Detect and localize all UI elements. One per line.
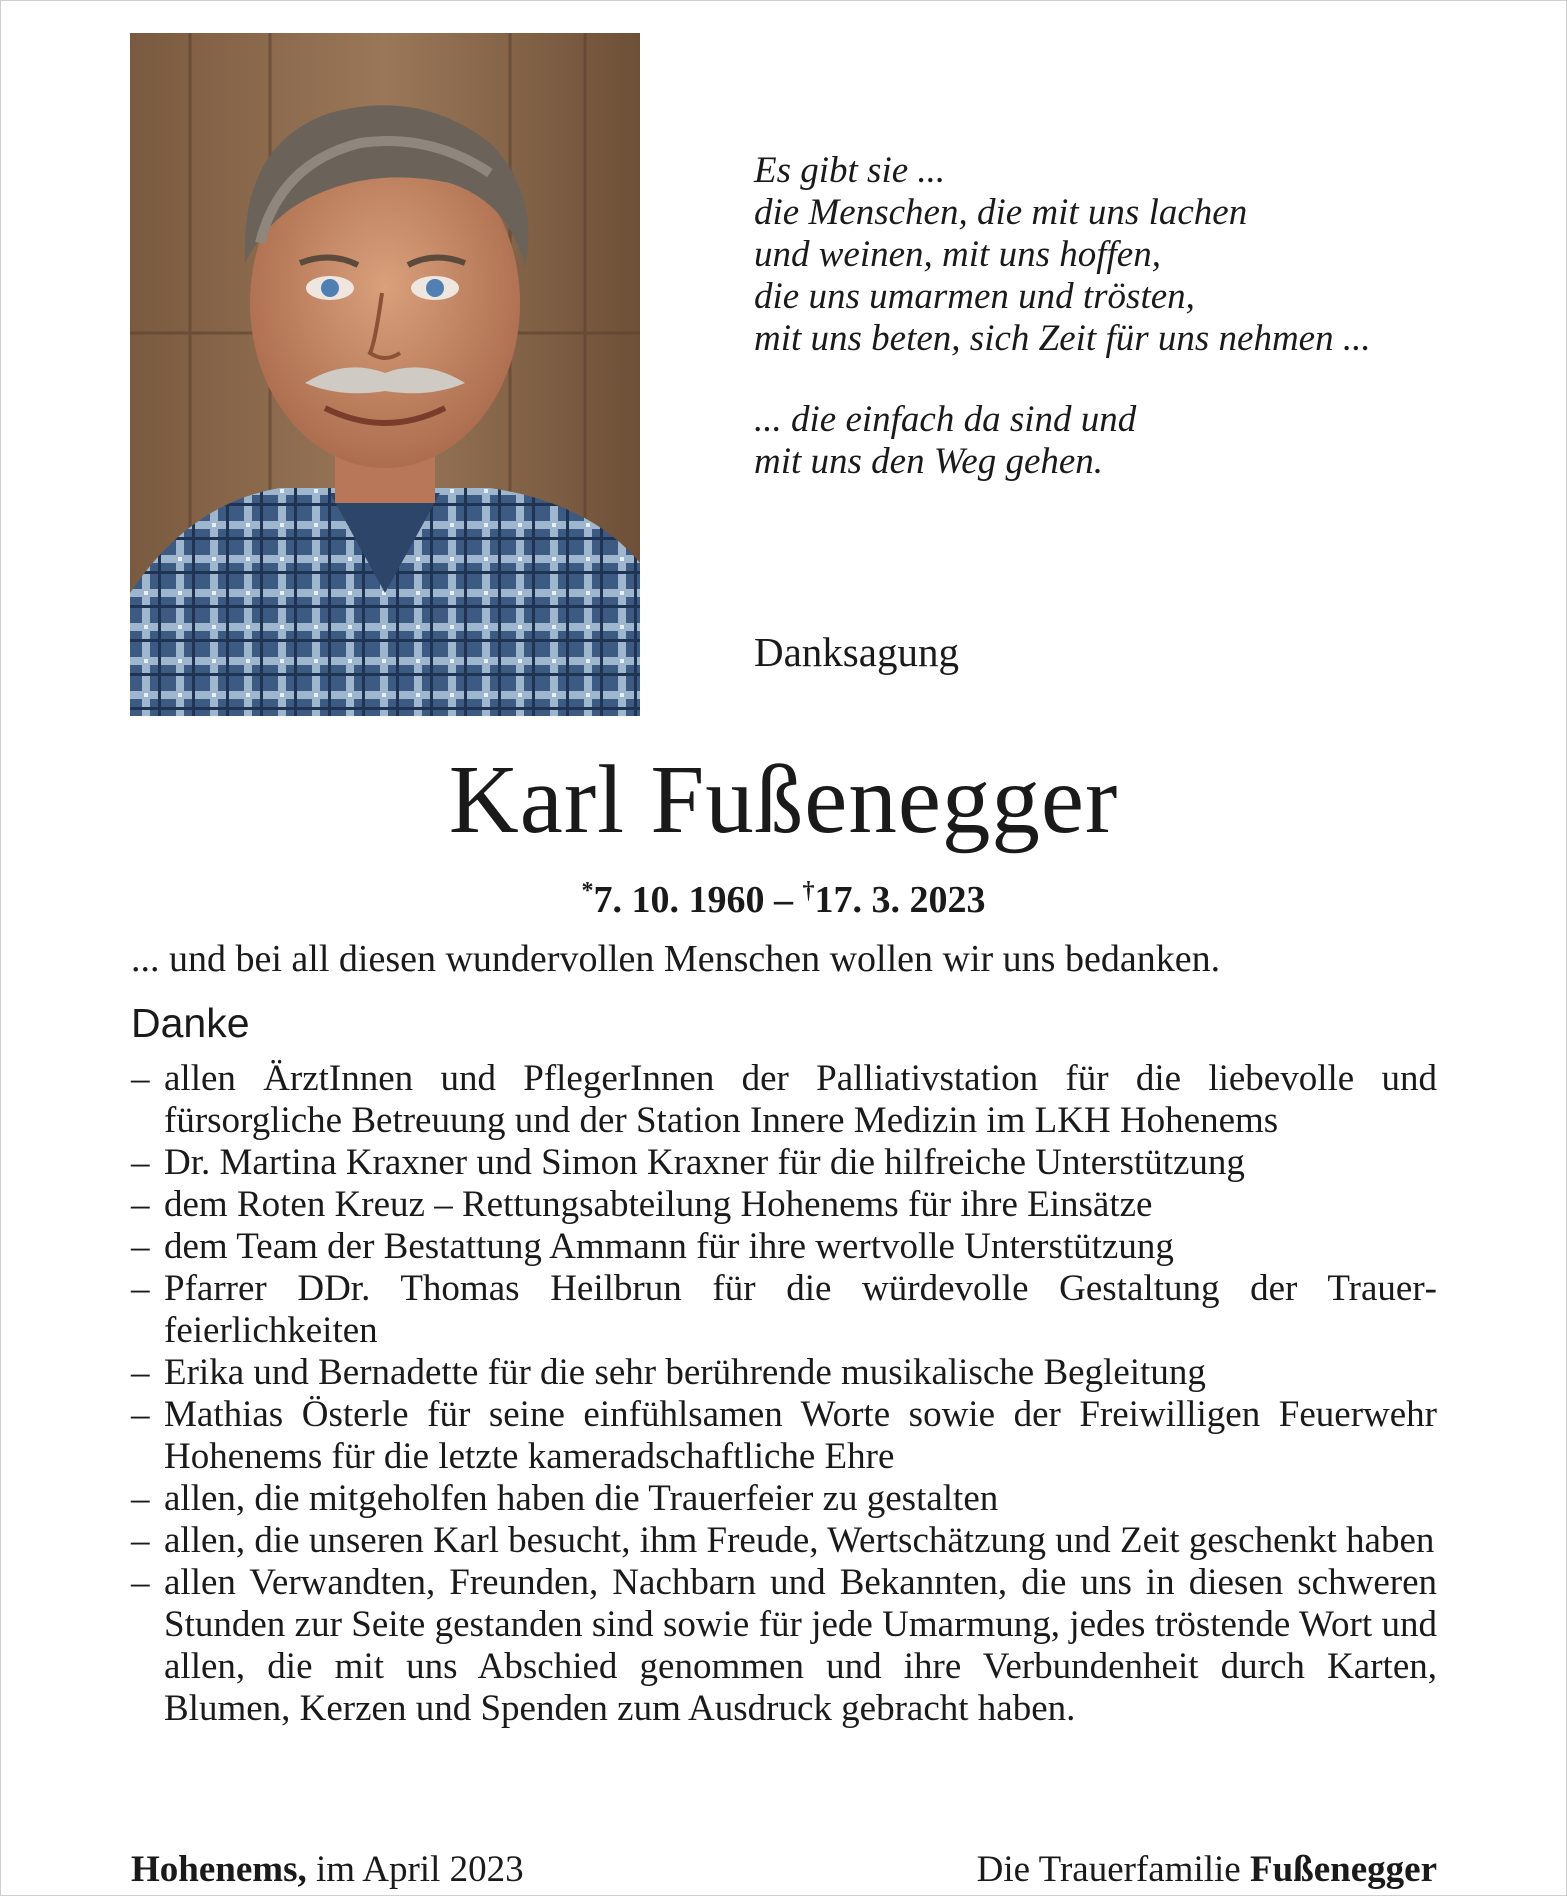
list-item bbox=[131, 1058, 1437, 1142]
dash-bullet: – bbox=[131, 1268, 150, 1309]
list-item-text: Mathias Österle für seine einfühlsamen Worte sowie der Freiwilligen Feuerwehr Hohenems für die letzte kameradschaftliche Ehre bbox=[164, 1394, 1437, 1477]
poem bbox=[754, 150, 1474, 522]
footer-date: im April 2023 bbox=[306, 1849, 524, 1890]
intro-text: ... und bei all diesen wundervollen Menschen wollen wir uns bedanken. bbox=[131, 938, 1221, 980]
portrait-illustration bbox=[130, 33, 640, 716]
list-item bbox=[131, 1478, 1437, 1520]
death-symbol: † bbox=[802, 878, 815, 904]
poem-line: mit uns den Weg gehen. bbox=[754, 441, 1104, 482]
footer-family bbox=[977, 1848, 1437, 1892]
poem-line: die uns umarmen und trösten, bbox=[754, 276, 1195, 317]
poem-line: Es gibt sie ... bbox=[754, 150, 946, 191]
portrait-photo bbox=[130, 33, 640, 716]
dash-bullet: – bbox=[131, 1520, 150, 1561]
list-item-text: allen Verwandten, Freunden, Nachbarn und Bekannten, die uns in diesen schweren Stunden zur Seite gestanden sind sowie für jede Umarmung, jedes tröstende Wort und allen, die mit uns Abschied genommen und ihre Verbundenheit durch Karten, Blumen, Kerzen und Spenden zum Ausdruck gebracht haben. bbox=[164, 1562, 1437, 1729]
poem-line: ... die einfach da sind und bbox=[754, 399, 1137, 440]
deceased-name: Karl Fußenegger bbox=[448, 746, 1119, 853]
list-item-text: allen, die mitgeholfen haben die Trauerfeier zu gestalten bbox=[164, 1478, 999, 1519]
death-date: 17. 3. 2023 bbox=[814, 879, 986, 921]
list-item bbox=[131, 1268, 1437, 1352]
dash-bullet: – bbox=[131, 1184, 150, 1225]
list-item-text: Pfarrer DDr. Thomas Heilbrun für die würdevolle Gestaltung der Trauerfeierlichkeiten bbox=[164, 1268, 1437, 1351]
dash-bullet: – bbox=[131, 1058, 150, 1099]
list-item bbox=[131, 1352, 1437, 1394]
list-item bbox=[131, 1520, 1437, 1562]
list-item-text: Erika und Bernadette für die sehr berührende musikalische Begleitung bbox=[164, 1352, 1206, 1393]
life-dates bbox=[0, 868, 1567, 923]
danke-heading: Danke bbox=[131, 1000, 250, 1046]
list-item bbox=[131, 1226, 1437, 1268]
dash-bullet: – bbox=[131, 1478, 150, 1519]
footer-place: Hohenems, bbox=[131, 1849, 307, 1890]
poem-line: mit uns beten, sich Zeit für uns nehmen ... bbox=[754, 318, 1371, 359]
dash-bullet: – bbox=[131, 1226, 150, 1267]
dash-bullet: – bbox=[131, 1352, 150, 1393]
list-item-text: allen ÄrztInnen und PflegerInnen der Palliativstation für die liebevolle und fürsorgliche Betreuung und der Station Innere Medizin im LKH Hohenems bbox=[164, 1058, 1437, 1141]
list-item-text: Dr. Martina Kraxner und Simon Kraxner für die hilfreiche Unterstützung bbox=[164, 1142, 1245, 1183]
list-item bbox=[131, 1394, 1437, 1478]
thanks-list bbox=[131, 1058, 1437, 1730]
list-item bbox=[131, 1142, 1437, 1184]
footer-family-prefix: Die Trauerfamilie bbox=[976, 1849, 1250, 1890]
date-separator: – bbox=[764, 879, 803, 921]
footer-place-date bbox=[131, 1848, 524, 1892]
dash-bullet: – bbox=[131, 1562, 150, 1603]
poem-stanza-1 bbox=[754, 150, 1474, 360]
birth-symbol: * bbox=[581, 878, 594, 904]
list-item-text: dem Team der Bestattung Ammann für ihre wertvolle Unterstützung bbox=[164, 1226, 1174, 1267]
dash-bullet: – bbox=[131, 1142, 150, 1183]
footer-family-name: Fußenegger bbox=[1249, 1849, 1437, 1890]
list-item bbox=[131, 1184, 1437, 1226]
heading-danksagung: Danksagung bbox=[754, 629, 959, 675]
list-item-text: allen, die unseren Karl besucht, ihm Freude, Wertschätzung und Zeit geschenkt haben bbox=[164, 1520, 1435, 1561]
poem-line: und weinen, mit uns hoffen, bbox=[754, 234, 1161, 275]
poem-stanza-2 bbox=[754, 399, 1474, 483]
list-item-text: dem Roten Kreuz – Rettungsabteilung Hohenems für ihre Einsätze bbox=[164, 1184, 1153, 1225]
list-item bbox=[131, 1562, 1437, 1730]
dash-bullet: – bbox=[131, 1394, 150, 1435]
poem-line: die Menschen, die mit uns lachen bbox=[754, 192, 1248, 233]
birth-date: 7. 10. 1960 bbox=[593, 879, 765, 921]
